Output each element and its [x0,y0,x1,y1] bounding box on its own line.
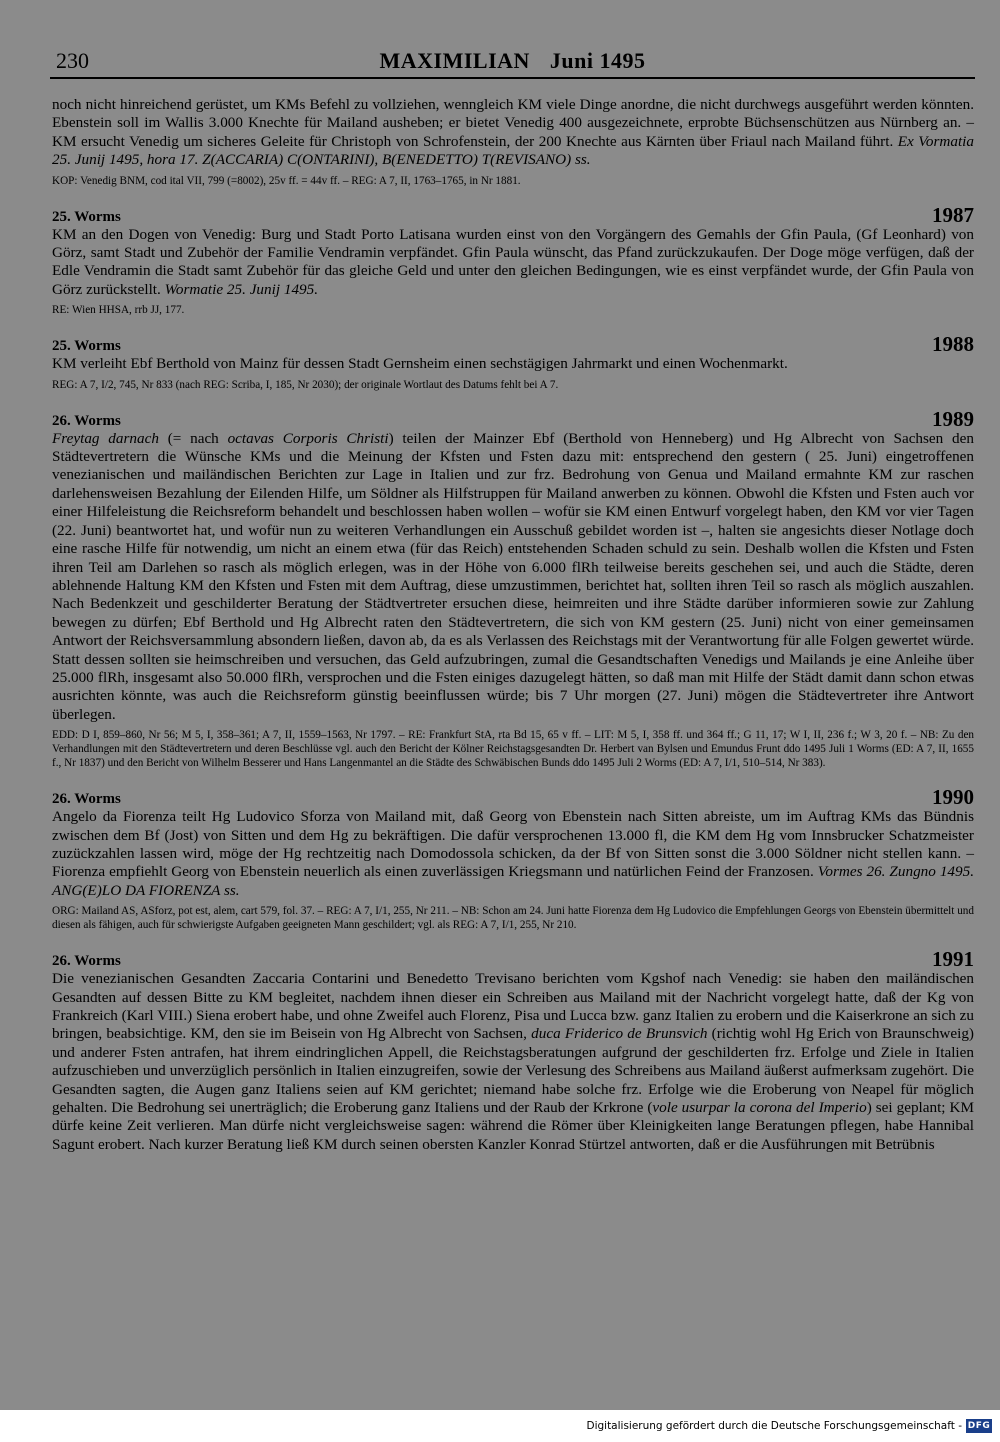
entry-source-note: RE: Wien HHSA, rrb JJ, 177. [52,304,185,317]
entry-body: KM an den Dogen von Venedig: Burg und Stadt Porto Latisana wurden einst von den Vorgängern des Gemahls der Gfin Paula, (Gf Leonhard) von Görz, samt Stadt und Zubehör der Familie Vendramin verpfändet. Gfin Paula wünscht, das Pfand zurückzukaufen. Der Doge möge verfügen, daß der Edle Vendramin die Stadt samt Zubehör für das gleiche Geld und unter den gleichen Bedingungen, wie es einst verpfändet wurde, der Gfin Paula von Görz zurückstellt. [52,225,974,298]
entry-1990 [52,786,974,932]
header-rule [50,77,975,79]
entry-1988 [52,333,974,391]
footer-credit: Digitalisierung gefördert durch die Deutsche Forschungsgemeinschaft - [586,1420,962,1432]
entry-body-part-3: ) sei geplant; KM dürfe keine Zeit verlieren. Man dürfe nicht vergleichsweise sagen: während die Römer über Kleinigkeiten lange Beratungen pflegen, habe Hannibal Sagunt erobert. Nach kurzer Beratung ließ KM durch seinen obersten Kanzler Konrad Stürtzel antworten, daß er die Ausführungen mit Betrübnis [52,1099,974,1153]
page-content [52,96,974,1154]
entry-heading [52,333,974,355]
entry-italic-quote: vole usurpar la corona del Imperio [652,1099,867,1117]
entry-body: Angelo da Fiorenza teilt Hg Ludovico Sforza von Mailand mit, daß Georg von Ebenstein nach Sitten abreiste, um im Auftrag KMs das Bündnis zwischen dem Bf (Jost) von Sitten und dem Hg zu bekräftigen. Die dafür versprochenen 13.000 fl, die KM dem Hg vom Innsbrucker Schatzmeister zuzückzahlen lassen wird, möge der Hg rechtzeitig nach Domodossola schicken, da der Bf von Sitten sonst die 3.000 Söldner nicht stellen kann. – Fiorenza empfiehlt Georg von Ebenstein neuerlich als einen zuverlässigen Kriegsmann und natürlichen Feind der Franzosen. [52,808,974,881]
entry-dateline: Wormatie 25. Junij 1495. [164,280,319,298]
entry-date: 26. Worms [52,953,121,970]
intro-source-note: KOP: Venedig BNM, cod ital VII, 799 (=8002), 25v ff. = 44v ff. – REG: A 7, II, 1763–1765, in Nr 1881. [52,174,521,187]
running-title [50,48,975,74]
entry-source-note: EDD: D I, 859–860, Nr 56; M 5, I, 358–361; A 7, II, 1559–1563, Nr 1797. – RE: Frankfurt StA, rta Bd 15, 65 v ff. – LIT: M 5, I, 358 ff. und 364 ff.; G 11, 17; W I, II, 236 f.; W 3, 20 f. – NB: Zu den Verhandlungen mit den Städtevertretern und deren Beschlüsse vgl. auch den Bericht der Kölner Reichstagsgesandten Dr. Herbert van Bylsen und Emundus Frunt ddo 1495 Juli 1 Worms (ED: A 7, II, 1655 f., Nr 1837) und den Bericht von Wilhelm Besserer und Hans Langenmantel an die Städte des Schwäbischen Bunds ddo 1495 Juli 2 Worms (ED: A 7, I/1, 510–514, Nr 383). [52,729,974,770]
entry-1987 [52,204,974,318]
entry-number: 1991 [932,947,974,972]
entry-dateline: Vormes 26. Zungno 1495. ANG(E)LO DA FIORENZA ss. [52,863,974,899]
entry-lead: (= nach [158,429,228,447]
entry-text [52,355,974,373]
entry-text [52,226,974,300]
entry-heading [52,408,974,430]
title-ruler: MAXIMILIAN [379,48,530,73]
entry-body: KM verleiht Ebf Berthold von Mainz für dessen Stadt Gernsheim einen sechstägigen Jahrmarkt und einen Wochenmarkt. [52,355,788,373]
entry-date: 26. Worms [52,412,121,429]
entry-lead-italic: Freytag darnach [52,429,159,447]
entry-heading [52,786,974,808]
entry-source-note: REG: A 7, I/2, 745, Nr 833 (nach REG: Scriba, I, 185, Nr 2030); der originale Wortlaut des Datums fehlt bei A 7. [52,378,559,391]
entry-date: 26. Worms [52,791,121,808]
entry-lead-italic-2: octavas Corporis Christi [227,429,389,447]
entry-source-note: ORG: Mailand AS, ASforz, pot est, alem, cart 579, fol. 37. – REG: A 7, I/1, 255, Nr 211. – NB: Schon am 24. Juni hatte Fiorenza dem Hg Ludovico die Empfehlungen Georgs von Ebenstein übermittelt und diesen als fähigen, auch für schwierigste Aufgaben geeigneten Mann geschildert; vgl. als REG: A 7, I/1, 255, Nr 210. [52,905,974,932]
entry-text [52,808,974,900]
entry-number: 1987 [932,202,974,227]
entry-date: 25. Worms [52,338,121,355]
entry-text [52,970,974,1154]
intro-text: noch nicht hinreichend gerüstet, um KMs Befehl zu vollziehen, wenngleich KM viele Dinge anordne, die nicht durchwegs ausgeführt werden könnten. Ebenstein soll im Wallis 3.000 Knechte für Mailand ausheben; er bietet Venedig 400 ausgezeichnete, erprobte Büchsenschützen aus Nürnberg an. – KM ersucht Venedig um sicheres Geleite für Christoph von Schrofenstein, der 200 Knechte aus Kärnten über Friaul nach Mailand führt. [52,96,974,150]
digitization-footer [0,1410,1000,1442]
entry-body-part-2: (richtig wohl Hg Erich von Braunschweig) und anderer Fsten antrafen, hat ihrem eindringlichen Appell, die Reichstagsberatungen aufgrund der geschilderten frz. Erfolge und Ziele in Italien aufzuschieben und unverzüglich persönlich in Italien einzugreifen, sowie der Verlesung des Schreibens aus Mailand äußerst aufmerksam zugehört. Die Gesandten sagten, die Augen ganz Italiens seien auf KM gerichtet; niemand habe solche frz. Erfolge wie die Eroberung von Neapel für möglich gehalten. Die Bedrohung sei unerträglich; die Eroberung ganz Italiens und der Raub der Krkrone ( [52,1025,974,1117]
entry-heading [52,948,974,970]
entry-number: 1989 [932,406,974,431]
entry-number: 1990 [932,785,974,810]
page-number: 230 [56,48,89,73]
entry-italic-name: duca Friderico de Brunsvich [531,1025,708,1043]
entry-body: ) teilen der Mainzer Ebf (Berthold von Henneberg) und Hg Albrecht von Sachsen den Städtevertretern die Wünsche KMs und die Meinung der Kfsten und Fsten dazu mit: entsprechend den gestern ( 25. Juni) eingetroffenen venezianischen und mailändischen Berichten zur Lage in Italien und zur frz. Bedrohung von Genua und Mailand ermahnte KM zur raschen darlehensweisen Bezahlung der Eilenden Hilfe, um Söldner als Hilfstruppen für Mailand anwerben zu können. Obwohl die Kfsten und Fsten auch vor einer Hilfeleistung die Reichsreform behandelt und beschlossen haben wollen – wofür sie KM einen Entwurf vorgelegt haben, den KM vor vier Tagen (22. Juni) beantwortet hat, und wofür nun zu weiteren Verhandlungen ein Ausschuß gebildet worden ist –, halten sie angesichts dieser Notlage doch eine rasche Hilfe für notwendig, um nicht an einem etwa (für das Reich) entstehenden Schaden schuld zu sein. Deshalb wollen die Kfsten und Fsten ihren Teil am Darlehen so rasch als möglich erlegen, was in der Höhe von 6.000 flRh teilweise bereits geschehen sei, und auch die Städte, deren ablehnende Haltung KM den Kfsten und Fsten mit dem Auftrag, diese umzustimmen, berichtet hat, sollten ihren Teil so rasch als möglich auszahlen. Nach Bedenkzeit und geschilderter Beratung der Städtvertreter ersuchen diese, heimreiten und ihre Städte darüber informieren sowie zur Zahlung bewegen zu dürfen; Ebf Berthold und Hg Albrecht raten den Städtevertretern, die sich von KM gestern (25. Juni) nicht von einer gemeinsamen Antwort der Reichsversammlung absondern ließen, davon ab, da es als Verlassen des Reichstags mit der Verantwortung für alle Folgen gewertet würde. Statt dessen sollten sie heimschreiben und versuchen, das Geld aufzubringen, zumal die Gesandtschaften Venedigs und Mailands je eine Anleihe über 25.000 flRh, insgesamt also 50.000 flRh, versprochen und die Fsten einiges dazugelegt hätten, so daß man mit Hilfe der Städt damit dann schon etwas ausrichten könnte, was auch die Reichsreform günstig beeinflussen würde; bis 7 Uhr morgen (27. Juni) mögen die Städtevertreter ihre Antwort überlegen. [52,429,974,723]
dfg-logo: DFG [967,1421,991,1431]
entry-date: 25. Worms [52,208,121,225]
intro-dateline: Ex Vormatia 25. Junij 1495, hora 17. Z(ACCARIA) C(ONTARINI), B(ENEDETTO) T(REVISANO) ss. [52,132,974,169]
title-date: Juni 1495 [549,48,646,73]
entry-body-part-1: Die venezianischen Gesandten Zaccaria Contarini und Benedetto Trevisano berichten vom Kgshof nach Venedig: sie haben den mailändischen Gesandten auf dessen Bitte zu KM begleitet, nachdem ihnen dieser ein Schreiben aus Mailand mit der Nachricht vorgelegt hatte, daß der Kg von Frankreich (Karl VIII.) Siena erobert habe, und ohne Zweifel auch Florenz, Pisa und Lucca bzw. ganz Italien zu erobern und die Kaiserkrone an sich zu bringen, beabsichtige. KM, den sie im Beisein von Hg Albrecht von Sachsen, [52,970,974,1043]
intro-continuation [52,96,974,188]
entry-text [52,430,974,725]
intro-paragraph [52,96,974,170]
entry-heading [52,204,974,226]
entry-number: 1988 [932,332,974,357]
entry-1991 [52,948,974,1154]
entry-1989 [52,408,974,771]
running-header [50,48,975,80]
